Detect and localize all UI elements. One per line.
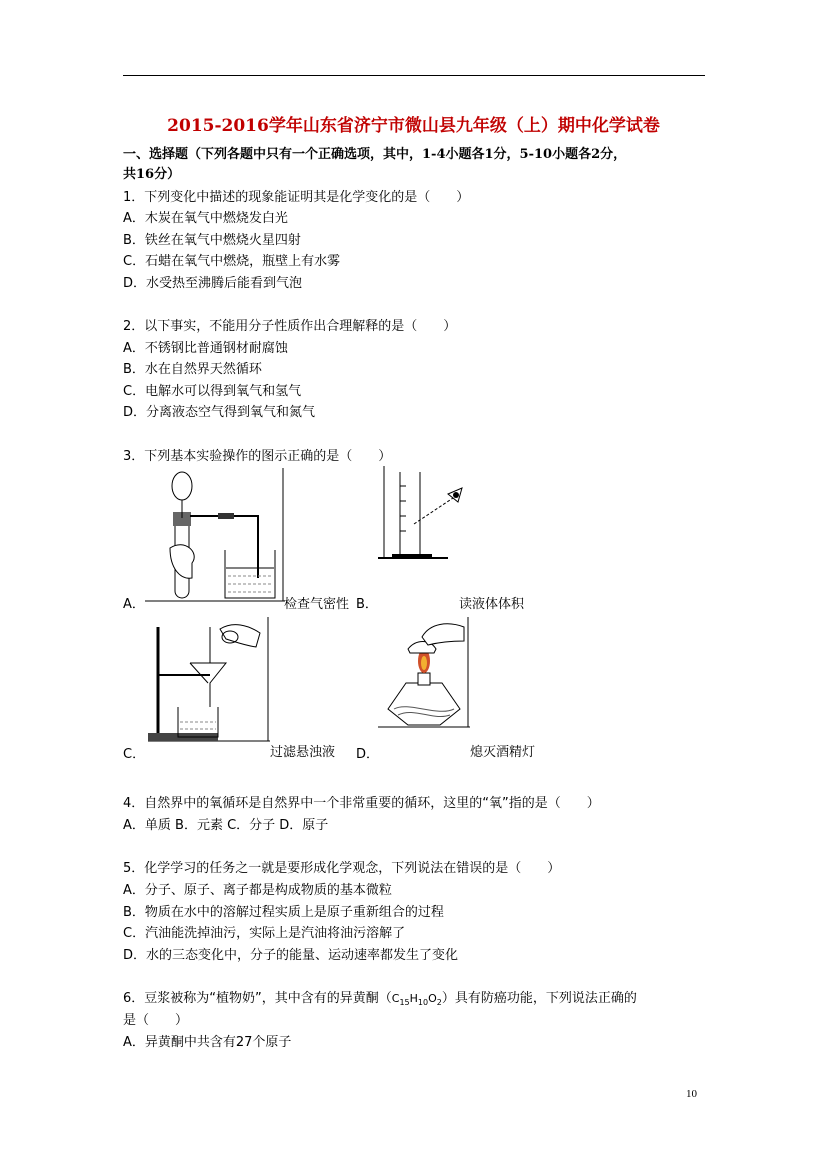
q5-option-b: B．物质在水中的溶解过程实质上是原子重新组合的过程 [123,905,444,920]
question-6-stem: 6．豆浆被称为“植物奶”，其中含有的异黄酮$(C_{15}H_{10}O_2)$具有防癌功能，下列说法正确的 [123,991,637,1008]
q6-option-a: A．异黄酮中共含有27个原子 [123,1035,292,1050]
filtration-figure [148,617,272,749]
q3-option-d-letter: D． [356,747,380,762]
q3-option-c-letter: C． [123,747,146,762]
q3-option-a-letter: A． [123,597,145,612]
alcohol-lamp-figure [378,617,472,731]
isoflavone-formula: $C_{15}H_{10}O_2$ [391,992,442,1008]
question-5-stem: 5．化学学习的任务之一就是要形成化学观念，下列说法在错误的是（ ） [123,861,561,876]
section-heading-cont: 共16分） [123,167,181,182]
airtightness-check-figure [140,468,290,608]
q3-option-c-caption: 过滤悬浊液 [270,745,336,760]
question-2-stem: 2．以下事实，不能用分子性质作出合理解释的是（ ） [123,319,457,334]
q3-option-b-caption: 读液体体积 [459,597,525,612]
section-heading: 一、选择题（下列各题中只有一个正确选项，其中，1-4小题各1分，5-10小题各2分， [123,147,627,162]
q4-options: A．单质 B．元素 C．分子 D．原子 [123,818,329,833]
q1-option-c: C．石蜡在氧气中燃烧，瓶壁上有水雾 [123,254,341,269]
q3-option-b-letter: B． [356,597,378,612]
q2-option-b: B．水在自然界天然循环 [123,362,262,377]
q1-option-d: D．水受热至沸腾后能看到气泡 [123,276,303,291]
q2-option-a: A．不锈钢比普通钢材耐腐蚀 [123,341,288,356]
q3-option-a-caption: 检查气密性 [284,597,350,612]
q2-option-d: D．分离液态空气得到氧气和氮气 [123,405,316,420]
header-rule [123,75,705,76]
q5-option-a: A．分子、原子、离子都是构成物质的基本微粒 [123,883,392,898]
question-3-stem: 3．下列基本实验操作的图示正确的是（ ） [123,449,392,464]
q5-option-d: D．水的三态变化中，分子的能量、运动速率都发生了变化 [123,948,459,963]
q1-option-a: A．木炭在氧气中燃烧发白光 [123,211,288,226]
question-4-stem: 4．自然界中的氧循环是自然界中一个非常重要的循环，这里的“氧”指的是（ ） [123,796,600,811]
question-6-stem-cont: 是（ ） [123,1013,189,1028]
q5-option-c: C．汽油能洗掉油污，实际上是汽油将油污溶解了 [123,926,406,941]
q2-option-c: C．电解水可以得到氧气和氢气 [123,384,302,399]
page-number: 10 [686,1088,697,1100]
q1-option-b: B．铁丝在氧气中燃烧火星四射 [123,233,301,248]
page-title: 2015-2016学年山东省济宁市微山县九年级（上）期中化学试卷 [167,116,660,136]
q3-option-d-caption: 熄灭酒精灯 [470,745,536,760]
graduated-cylinder-figure [378,466,470,562]
question-1-stem: 1．下列变化中描述的现象能证明其是化学变化的是（ ） [123,190,470,205]
